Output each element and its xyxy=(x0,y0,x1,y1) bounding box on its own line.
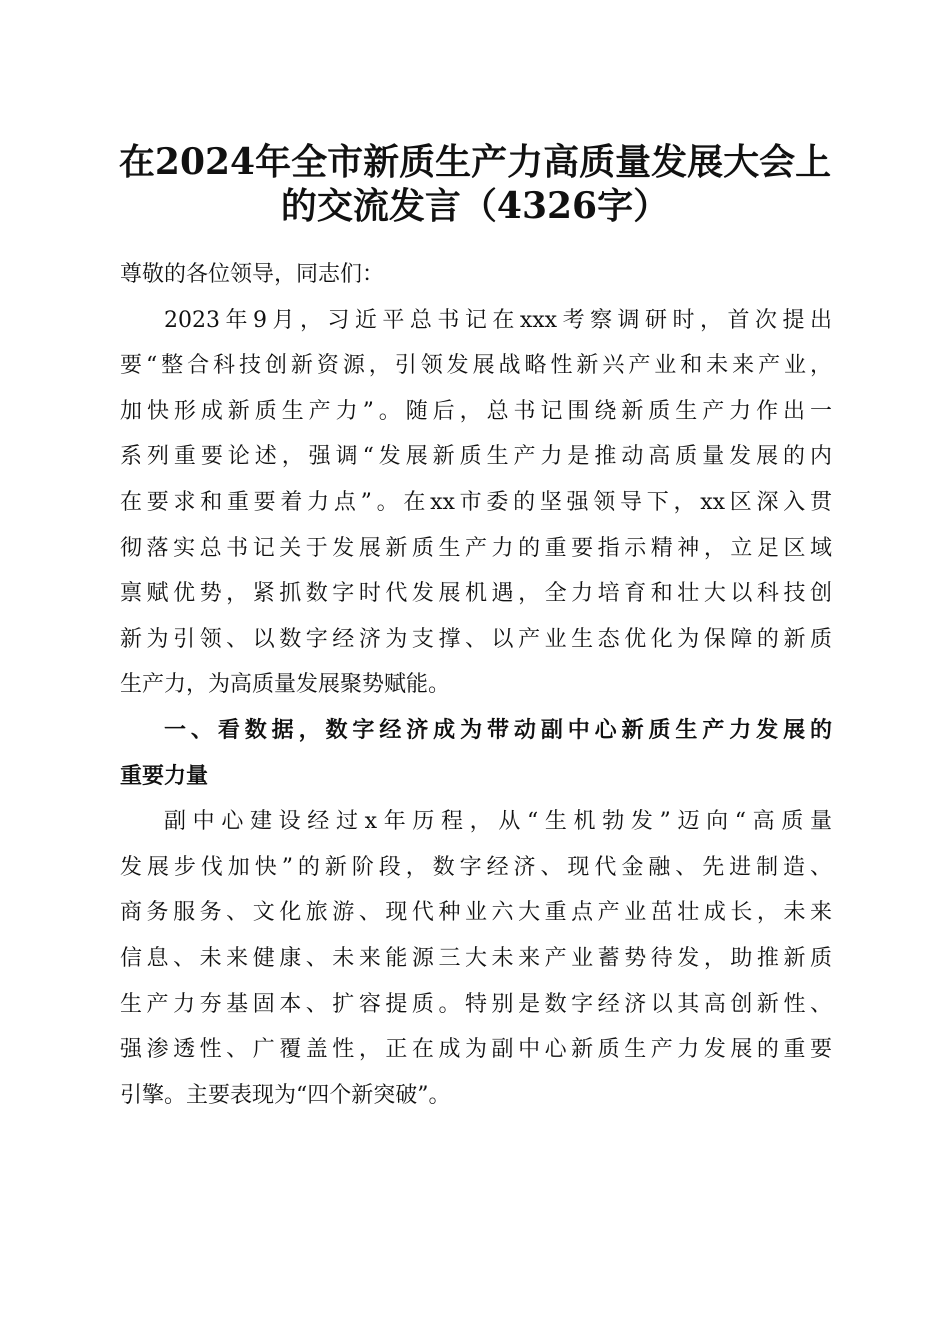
document-body xyxy=(120,252,832,1118)
paragraph-line: 系列重要论述，强调“发展新质生产力是推动高质量发展的内 xyxy=(120,444,832,470)
title-line-1: 在2024年全市新质生产力高质量发展大会上 xyxy=(118,141,832,183)
paragraph-line: 新为引领、以数字经济为支撑、以产业生态优化为保障的新质 xyxy=(120,626,832,652)
section-heading-1 xyxy=(120,708,832,799)
heading-line: 重要力量 xyxy=(120,763,209,789)
paragraph-intro xyxy=(120,298,832,708)
paragraph-section-1 xyxy=(120,799,832,1118)
paragraph-line: 副中心建设经过x年历程，从“生机勃发”迈向“高质量 xyxy=(164,809,832,835)
heading-line: 一、看数据，数字经济成为带动副中心新质生产力发展的 xyxy=(164,717,832,743)
paragraph-line: 强渗透性、广覆盖性，正在成为副中心新质生产力发展的重要 xyxy=(120,1037,832,1063)
salutation: 尊敬的各位领导，同志们： xyxy=(120,262,385,287)
paragraph-line: 生产力夯基固本、扩容提质。特别是数字经济以其高创新性、 xyxy=(120,991,832,1017)
paragraph-line: 要“整合科技创新资源，引领发展战略性新兴产业和未来产业， xyxy=(120,353,832,379)
document-title xyxy=(70,140,880,228)
paragraph-line: 彻落实总书记关于发展新质生产力的重要指示精神，立足区域 xyxy=(120,535,832,561)
paragraph-line: 2023年9月，习近平总书记在xxx考察调研时，首次提出 xyxy=(164,307,832,333)
paragraph-line: 商务服务、文化旅游、现代种业六大重点产业茁壮成长，未来 xyxy=(120,900,832,926)
title-line-2: 的交流发言（4326字） xyxy=(280,185,670,227)
paragraph-line: 信息、未来健康、未来能源三大未来产业蓄势待发，助推新质 xyxy=(120,945,832,971)
paragraph-line: 引擎。主要表现为“四个新突破”。 xyxy=(120,1082,451,1108)
paragraph-line: 生产力，为高质量发展聚势赋能。 xyxy=(120,672,451,698)
paragraph-line: 禀赋优势，紧抓数字时代发展机遇，全力培育和壮大以科技创 xyxy=(120,581,832,607)
paragraph-line: 在要求和重要着力点”。在xx市委的坚强领导下，xx区深入贯 xyxy=(120,489,832,515)
paragraph-line: 加快形成新质生产力”。随后，总书记围绕新质生产力作出一 xyxy=(120,398,832,424)
paragraph-line: 发展步伐加快”的新阶段，数字经济、现代金融、先进制造、 xyxy=(120,854,832,880)
